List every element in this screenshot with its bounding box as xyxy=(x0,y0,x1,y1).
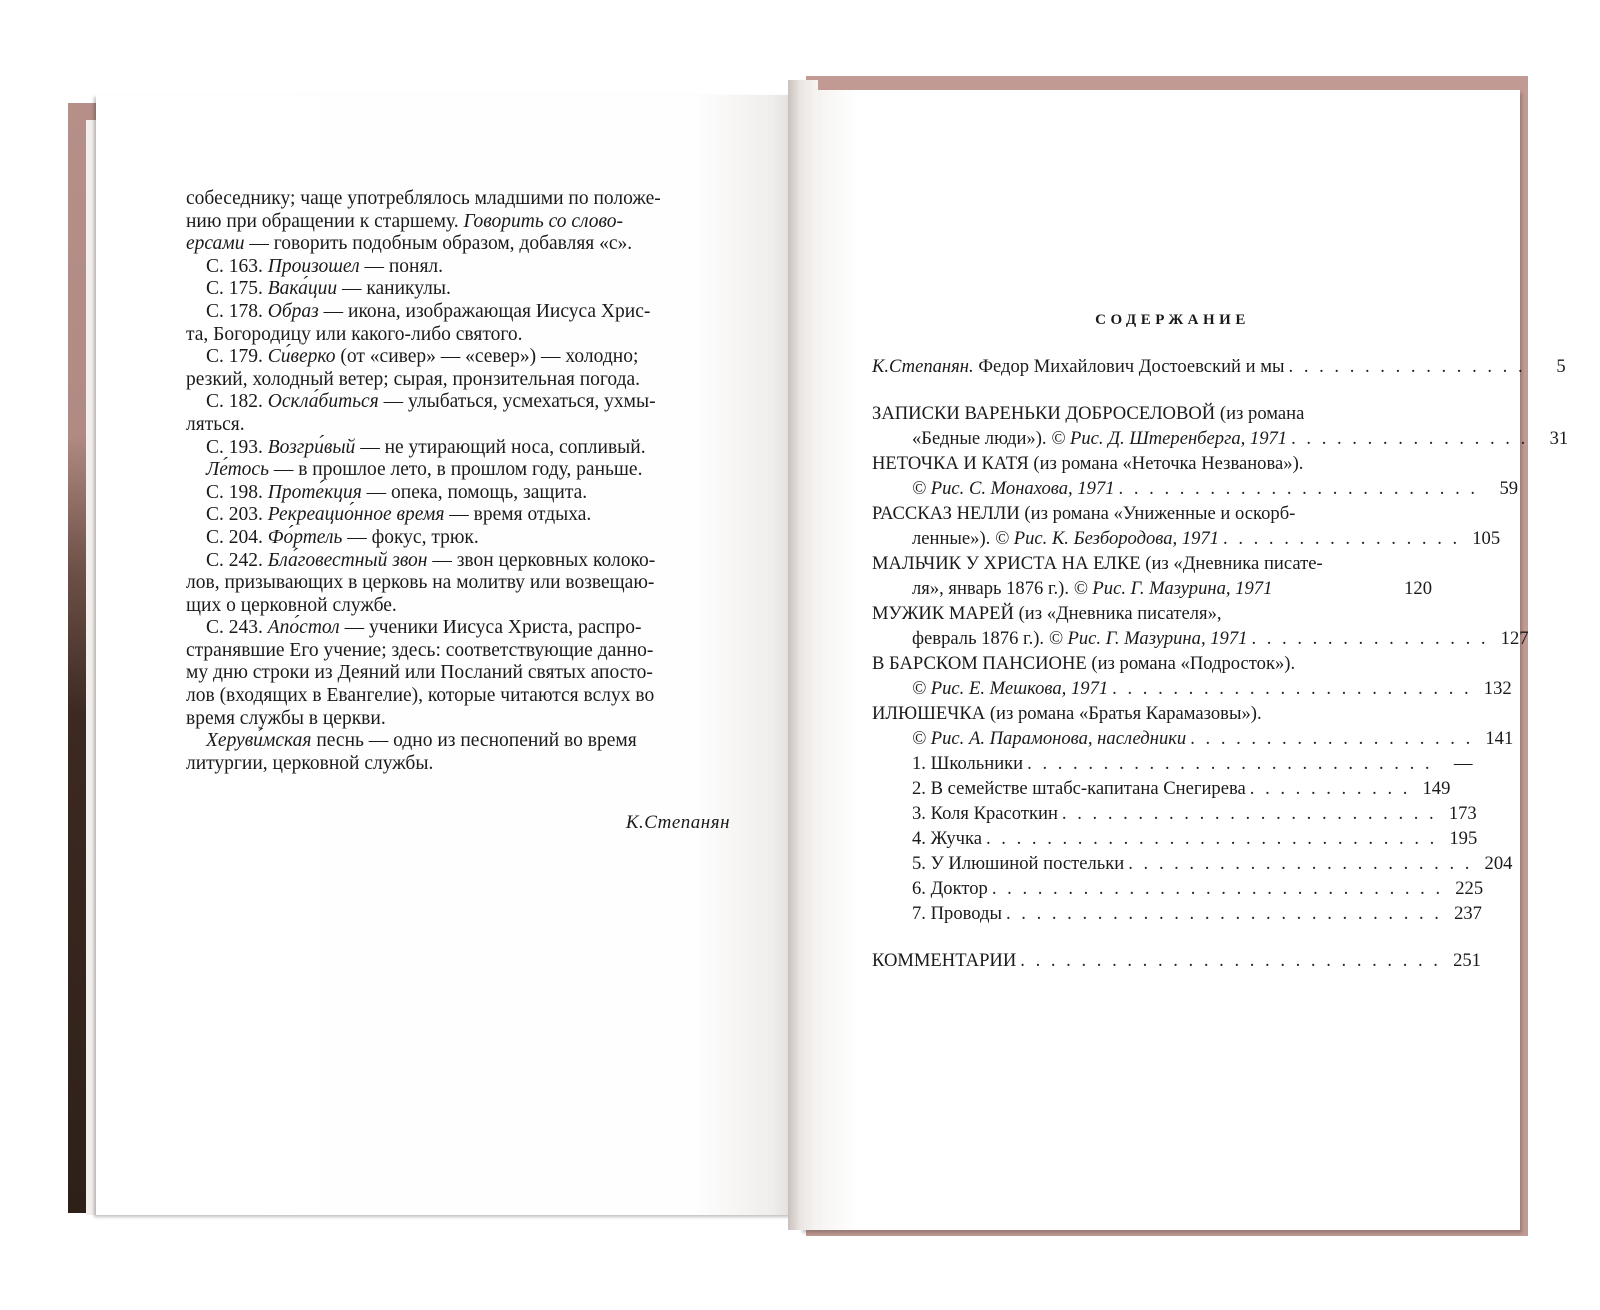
page-number: 173 xyxy=(1448,803,1477,824)
toc-entry: 7. Проводы . . . . . . . . . . . . . . . . . . . . . . . . . . . . . 237 xyxy=(912,903,1482,924)
toc-entry: © Рис. С. Монахова, 1971 . . . . . . . . . . . . . . . . . . . . . . . . 59 xyxy=(912,478,1519,499)
toc-entry: «Бедные люди»). © Рис. Д. Штеренберга, 1971 . . . . . . . . . . . . . . . . 31 xyxy=(912,428,1569,449)
toc-entry: МУЖИК МАРЕЙ (из «Дневника писателя», xyxy=(872,603,1222,624)
text-line: С. 243. Апо́стол — ученики Иисуса Христа, распро- xyxy=(206,617,642,639)
text-line: му дню строки из Деяний или Посланий святых апосто- xyxy=(186,662,653,684)
toc-entry: ля», январь 1876 г.). © Рис. Г. Мазурина, 1971 120 xyxy=(912,578,1432,599)
toc-entry: 2. В семействе штабс-капитана Снегирева . . . . . . . . . . . 149 xyxy=(912,778,1451,799)
text-line: время службы в церкви. xyxy=(186,707,386,729)
book-spine xyxy=(788,80,818,1230)
toc-entry: февраль 1876 г.). © Рис. Г. Мазурина, 1971 . . . . . . . . . . . . . . . . 127 xyxy=(912,628,1529,649)
text-line: С. 178. Образ — икона, изображающая Иисуса Хрис- xyxy=(206,300,651,322)
page-number: 149 xyxy=(1422,778,1451,799)
text-line: С. 203. Рекреацио́нное время — время отдыха. xyxy=(206,504,592,526)
toc-entry: 1. Школьники . . . . . . . . . . . . . . . . . . . . . . . . . . . — xyxy=(912,753,1473,774)
toc-entry: КОММЕНТАРИИ . . . . . . . . . . . . . . . . . . . . . . . . . . . . 251 xyxy=(872,950,1481,971)
toc-title: СОДЕРЖАНИЕ xyxy=(1095,312,1250,328)
toc-entry: В БАРСКОМ ПАНСИОНЕ (из романа «Подросток»). xyxy=(872,653,1296,674)
page-number: 237 xyxy=(1454,903,1482,924)
toc-entry: К.Степанян. Федор Михайлович Достоевский и мы . . . . . . . . . . . . . . . . 5 xyxy=(872,356,1566,377)
page-number: 31 xyxy=(1549,428,1569,449)
toc-entry: ЗАПИСКИ ВАРЕНЬКИ ДОБРОСЕЛОВОЙ (из романа xyxy=(872,403,1305,424)
toc-entry: НЕТОЧКА И КАТЯ (из романа «Неточка Незванова»). xyxy=(872,453,1304,474)
text-line: лов (входящих в Евангелие), которые читаются вслух во xyxy=(186,685,655,707)
text-line: Херуви́мская песнь — одно из песнопений во время xyxy=(206,730,637,752)
page-number: 251 xyxy=(1453,950,1481,971)
toc-entry: © Рис. Е. Мешкова, 1971 . . . . . . . . . . . . . . . . . . . . . . . . 132 xyxy=(912,678,1512,699)
toc-entry: ИЛЮШЕЧКА (из романа «Братья Карамазовы»). xyxy=(872,703,1262,724)
text-line: С. 242. Бла́говестный звон — звон церковных колоко- xyxy=(206,549,656,571)
toc-entry: 5. У Илюшиной постельки . . . . . . . . . . . . . . . . . . . . . . . 204 xyxy=(912,853,1513,874)
toc-entry: 6. Доктор . . . . . . . . . . . . . . . . . . . . . . . . . . . . . . 225 xyxy=(912,878,1484,899)
page-number: 5 xyxy=(1556,356,1566,377)
page-number: 59 xyxy=(1499,478,1519,499)
toc-entry: РАССКАЗ НЕЛЛИ (из романа «Униженные и оскорб- xyxy=(872,503,1296,524)
text-line: С. 179. Си́верко (от «сивер» — «север») — холодно; xyxy=(206,346,639,368)
text-line: нию при обращении к старшему. Говорить со слово- xyxy=(186,210,623,232)
text-line: С. 175. Вака́ции — каникулы. xyxy=(206,278,451,300)
page-number: 225 xyxy=(1455,878,1484,899)
text-line: щих о церковной службе. xyxy=(186,594,397,616)
text-line: ляться. xyxy=(186,413,245,435)
text-line: С. 193. Возгри́вый — не утирающий носа, сопливый. xyxy=(206,436,646,458)
page-number: 204 xyxy=(1484,853,1513,874)
text-line: С. 204. Фо́ртель — фокус, трюк. xyxy=(206,526,479,548)
page-number: 132 xyxy=(1483,678,1512,699)
text-line: Ле́тось — в прошлое лето, в прошлом году, раньше. xyxy=(206,459,643,481)
toc-entry: 4. Жучка . . . . . . . . . . . . . . . . . . . . . . . . . . . . . . 195 xyxy=(912,828,1478,849)
text-line: ерсами — говорить подобным образом, добавляя «с». xyxy=(186,233,633,255)
page-number: 105 xyxy=(1472,528,1501,549)
page-number: 141 xyxy=(1485,728,1514,749)
text-line: лов, призывающих в церковь на молитву или возвещаю- xyxy=(186,572,655,594)
page-number: 195 xyxy=(1449,828,1478,849)
text-line: С. 163. Произошел — понял. xyxy=(206,255,444,277)
text-line: С. 198. Проте́кция — опека, помощь, защита. xyxy=(206,481,588,503)
author-signature: К.Степанян xyxy=(625,812,730,833)
page-number: 120 xyxy=(1404,578,1432,599)
toc-entry: ленные»). © Рис. К. Безбородова, 1971 . . . . . . . . . . . . . . . . 105 xyxy=(912,528,1501,549)
text-line: литургии, церковной службы. xyxy=(186,752,434,774)
text-line: С. 182. Оскла́биться — улыбаться, усмехаться, ухмы- xyxy=(206,391,656,413)
toc-entry: 3. Коля Красоткин . . . . . . . . . . . . . . . . . . . . . . . . . 173 xyxy=(912,803,1477,824)
toc-entry: © Рис. А. Парамонова, наследники . . . . . . . . . . . . . . . . . . . 141 xyxy=(912,728,1514,749)
text-line: собеседнику; чаще употреблялось младшими по положе- xyxy=(186,188,661,209)
text-line: резкий, холодный ветер; сырая, пронзительная погода. xyxy=(186,368,641,390)
page-number: 127 xyxy=(1500,628,1529,649)
text-line: та, Богородицу или какого-либо святого. xyxy=(186,323,523,345)
toc-entry: МАЛЬЧИК У ХРИСТА НА ЕЛКЕ (из «Дневника писате- xyxy=(872,553,1323,574)
commentary-text xyxy=(186,188,732,775)
text-line: странявшие Его учение; здесь: соответствующие данно- xyxy=(186,639,654,661)
page-number: — xyxy=(1453,753,1473,774)
